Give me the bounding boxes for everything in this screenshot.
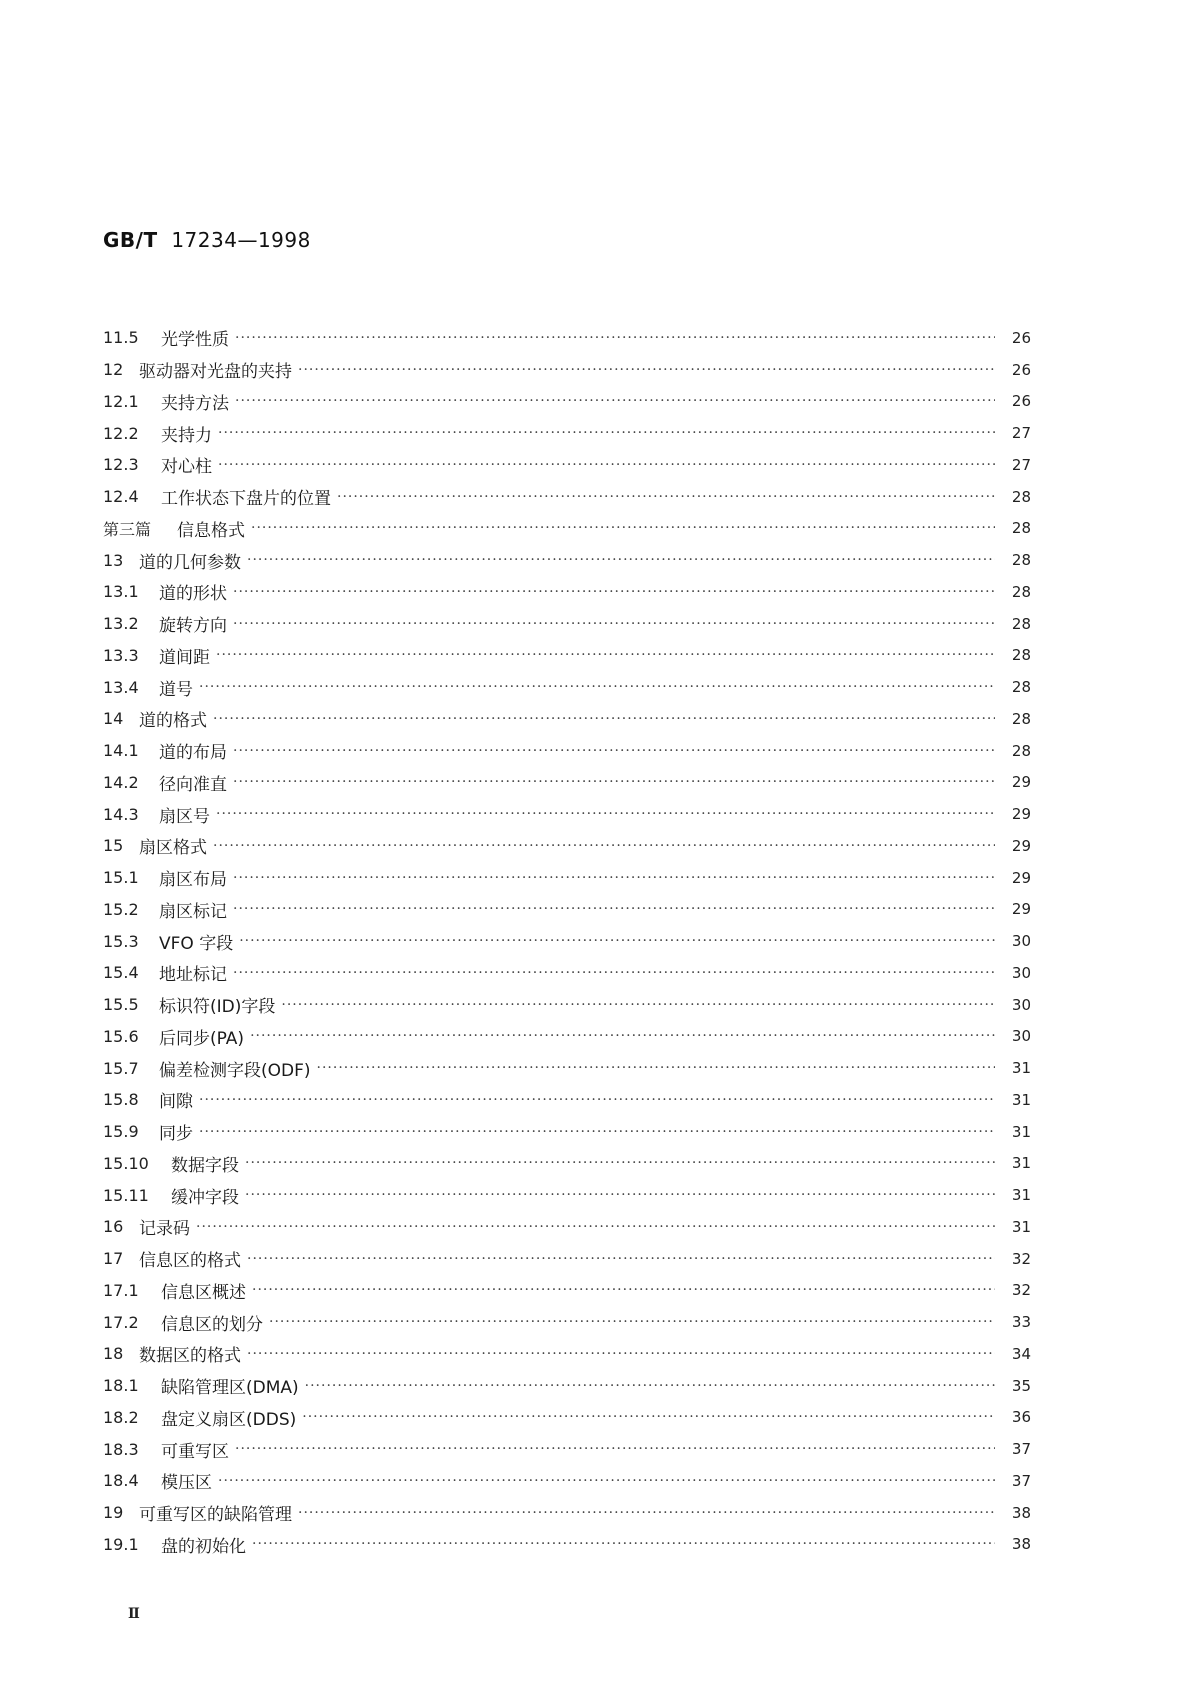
toc-entry <box>103 1243 1031 1275</box>
toc-entry-number: 12.1 <box>103 391 139 411</box>
toc-entry <box>103 1433 1031 1465</box>
toc-entry-number: 15.5 <box>103 995 139 1015</box>
toc-entry-number: 17.2 <box>103 1312 139 1332</box>
toc-entry <box>103 1179 1031 1211</box>
toc-entry-number: 14.3 <box>103 804 139 824</box>
toc-entry <box>103 1116 1031 1148</box>
toc-entry <box>103 640 1031 672</box>
toc-entry-number: 18.3 <box>103 1439 139 1459</box>
toc-entry-title: 模压区 <box>161 1473 212 1494</box>
toc-entry-number: 17.1 <box>103 1280 139 1300</box>
toc-entry-title: 道的形状 <box>159 584 227 605</box>
toc-entry-title: 道的格式 <box>139 711 207 732</box>
toc-entry-page: 28 <box>1011 551 1031 570</box>
standard-code-header <box>103 228 311 252</box>
toc-entry-number: 14 <box>103 709 124 729</box>
toc-entry-number: 16 <box>103 1217 124 1237</box>
toc-dot-leader <box>233 774 995 790</box>
toc-entry-title: 旋转方向 <box>159 616 227 637</box>
toc-entry-number: 12.2 <box>103 423 139 443</box>
toc-entry <box>103 322 1031 354</box>
toc-entry-title: 间隙 <box>159 1092 193 1113</box>
toc-dot-leader <box>298 362 995 378</box>
toc-entry-page: 29 <box>1011 805 1031 824</box>
page-number-footer: Ⅱ <box>128 1606 140 1622</box>
toc-entry <box>103 1021 1031 1053</box>
toc-dot-leader <box>233 965 995 981</box>
toc-entry <box>103 386 1031 418</box>
toc-entry-title: 数据字段 <box>171 1155 239 1176</box>
toc-entry-number: 19 <box>103 1503 124 1523</box>
toc-dot-leader <box>281 997 995 1013</box>
toc-dot-leader <box>199 1124 995 1140</box>
toc-entry-page: 28 <box>1011 614 1031 633</box>
toc-dot-leader <box>196 1219 995 1235</box>
toc-entry-number: 15.7 <box>103 1058 139 1078</box>
toc-entry-number: 15.2 <box>103 899 139 919</box>
toc-entry-number: 14.2 <box>103 772 139 792</box>
toc-entry <box>103 576 1031 608</box>
toc-dot-leader <box>247 1251 995 1267</box>
toc-dot-leader <box>235 393 995 409</box>
toc-entry <box>103 1306 1031 1338</box>
toc-entry-number: 13 <box>103 550 124 570</box>
toc-entry-page: 34 <box>1011 1344 1031 1363</box>
toc-entry-title: 数据区的格式 <box>139 1346 241 1367</box>
toc-entry-title: 信息区的划分 <box>161 1314 263 1335</box>
toc-entry-title: 地址标记 <box>159 965 227 986</box>
toc-dot-leader <box>216 647 995 663</box>
toc-entry-number: 14.1 <box>103 741 139 761</box>
toc-entry-title: 扇区格式 <box>139 838 207 859</box>
toc-entry-title: 后同步(PA) <box>159 1028 245 1049</box>
toc-entry <box>103 513 1031 545</box>
toc-dot-leader <box>252 1282 995 1298</box>
toc-entry-page: 31 <box>1011 1059 1031 1078</box>
toc-dot-leader <box>233 870 995 886</box>
toc-entry <box>103 481 1031 513</box>
toc-entry-title: 道间距 <box>159 647 210 668</box>
toc-dot-leader <box>233 901 995 917</box>
toc-entry-page: 28 <box>1011 709 1031 728</box>
toc-dot-leader <box>247 552 995 568</box>
toc-dot-leader <box>218 457 995 473</box>
toc-entry <box>103 1402 1031 1434</box>
toc-entry-number: 12.4 <box>103 487 139 507</box>
toc-dot-leader <box>252 1536 995 1552</box>
toc-entry-title: 信息格式 <box>177 520 245 541</box>
toc-entry-title: 标识符(ID)字段 <box>159 997 276 1018</box>
toc-entry-title: 道的几何参数 <box>139 552 241 573</box>
toc-dot-leader <box>298 1505 995 1521</box>
toc-entry-title: 扇区号 <box>159 806 210 827</box>
toc-entry-number: 15.10 <box>103 1153 149 1173</box>
toc-entry-page: 28 <box>1011 487 1031 506</box>
toc-dot-leader <box>235 330 995 346</box>
toc-entry-page: 32 <box>1011 1249 1031 1268</box>
toc-entry <box>103 894 1031 926</box>
toc-entry <box>103 449 1031 481</box>
toc-entry-title: 道号 <box>159 679 193 700</box>
toc-entry <box>103 925 1031 957</box>
toc-entry <box>103 1370 1031 1402</box>
toc-entry-page: 37 <box>1011 1440 1031 1459</box>
toc-entry <box>103 1275 1031 1307</box>
toc-dot-leader <box>302 1409 995 1425</box>
toc-dot-leader <box>213 711 995 727</box>
toc-dot-leader <box>218 425 995 441</box>
toc-entry-page: 37 <box>1011 1471 1031 1490</box>
toc-entry <box>103 1465 1031 1497</box>
toc-entry-number: 13.2 <box>103 614 139 634</box>
toc-entry <box>103 1338 1031 1370</box>
toc-entry-page: 28 <box>1011 741 1031 760</box>
toc-entry-title: 盘的初始化 <box>161 1536 246 1557</box>
toc-entry-number: 12.3 <box>103 455 139 475</box>
toc-entry-page: 29 <box>1011 836 1031 855</box>
toc-entry-title: VFO 字段 <box>159 933 234 954</box>
toc-entry-page: 30 <box>1011 995 1031 1014</box>
toc-dot-leader <box>269 1314 995 1330</box>
toc-entry <box>103 1211 1031 1243</box>
toc-dot-leader <box>317 1060 995 1076</box>
standard-prefix: GB/T <box>103 228 158 252</box>
toc-entry-number: 17 <box>103 1249 124 1269</box>
toc-dot-leader <box>218 1473 995 1489</box>
toc-entry-page: 38 <box>1011 1535 1031 1554</box>
toc-entry <box>103 1052 1031 1084</box>
toc-entry <box>103 989 1031 1021</box>
toc-dot-leader <box>235 1441 995 1457</box>
toc-entry-number: 15.1 <box>103 868 139 888</box>
toc-entry-title: 记录码 <box>139 1219 190 1240</box>
toc-entry-number: 15 <box>103 836 124 856</box>
toc-entry-title: 道的布局 <box>159 743 227 764</box>
toc-entry-page: 35 <box>1011 1376 1031 1395</box>
toc-entry-number: 15.11 <box>103 1185 149 1205</box>
toc-entry-page: 31 <box>1011 1090 1031 1109</box>
toc-entry <box>103 830 1031 862</box>
toc-dot-leader <box>213 838 995 854</box>
toc-entry-number: 18 <box>103 1344 124 1364</box>
toc-entry-page: 28 <box>1011 646 1031 665</box>
toc-entry-number: 13.4 <box>103 677 139 697</box>
toc-entry-title: 同步 <box>159 1124 193 1145</box>
toc-entry-number: 18.1 <box>103 1376 139 1396</box>
toc-entry-page: 28 <box>1011 678 1031 697</box>
toc-entry-title: 可重写区 <box>161 1441 229 1462</box>
toc-dot-leader <box>233 616 995 632</box>
toc-entry-page: 36 <box>1011 1408 1031 1427</box>
toc-entry <box>103 544 1031 576</box>
toc-entry-title: 盘定义扇区(DDS) <box>161 1409 297 1430</box>
standard-number: 17234—1998 <box>171 228 311 252</box>
toc-dot-leader <box>233 584 995 600</box>
toc-entry-title: 扇区布局 <box>159 870 227 891</box>
toc-entry-title: 夹持方法 <box>161 393 229 414</box>
toc-dot-leader <box>233 743 995 759</box>
toc-entry-number: 13.3 <box>103 645 139 665</box>
table-of-contents <box>103 322 1031 1560</box>
toc-entry-number: 18.2 <box>103 1407 139 1427</box>
toc-entry-title: 扇区标记 <box>159 901 227 922</box>
toc-entry-page: 27 <box>1011 424 1031 443</box>
toc-entry-number: 15.8 <box>103 1090 139 1110</box>
toc-dot-leader <box>216 806 995 822</box>
toc-entry-number: 第三篇 <box>103 519 152 539</box>
toc-entry-page: 31 <box>1011 1186 1031 1205</box>
toc-entry <box>103 1084 1031 1116</box>
toc-entry-title: 驱动器对光盘的夹持 <box>139 362 292 383</box>
toc-entry-number: 15.4 <box>103 963 139 983</box>
toc-entry-title: 缓冲字段 <box>171 1187 239 1208</box>
toc-dot-leader <box>239 933 995 949</box>
toc-entry-page: 29 <box>1011 868 1031 887</box>
toc-dot-leader <box>199 679 995 695</box>
toc-entry <box>103 671 1031 703</box>
toc-entry-title: 可重写区的缺陷管理 <box>139 1505 292 1526</box>
toc-entry-number: 15.6 <box>103 1026 139 1046</box>
toc-entry-page: 27 <box>1011 455 1031 474</box>
toc-entry-page: 38 <box>1011 1503 1031 1522</box>
toc-entry-title: 光学性质 <box>161 330 229 351</box>
toc-entry <box>103 417 1031 449</box>
toc-entry-page: 29 <box>1011 900 1031 919</box>
toc-entry <box>103 1497 1031 1529</box>
toc-entry <box>103 798 1031 830</box>
toc-entry-page: 31 <box>1011 1217 1031 1236</box>
toc-entry-title: 夹持力 <box>161 425 212 446</box>
toc-entry <box>103 608 1031 640</box>
toc-entry-page: 28 <box>1011 519 1031 538</box>
toc-dot-leader <box>245 1155 995 1171</box>
toc-dot-leader <box>199 1092 995 1108</box>
toc-entry-number: 15.3 <box>103 931 139 951</box>
toc-entry <box>103 957 1031 989</box>
toc-dot-leader <box>245 1187 995 1203</box>
toc-entry-page: 30 <box>1011 1027 1031 1046</box>
toc-entry-page: 30 <box>1011 932 1031 951</box>
toc-entry <box>103 703 1031 735</box>
toc-dot-leader <box>247 1346 995 1362</box>
toc-entry-title: 缺陷管理区(DMA) <box>161 1378 299 1399</box>
toc-entry-page: 29 <box>1011 773 1031 792</box>
toc-entry-page: 28 <box>1011 582 1031 601</box>
toc-entry <box>103 1529 1031 1561</box>
toc-entry-page: 26 <box>1011 360 1031 379</box>
toc-entry-page: 32 <box>1011 1281 1031 1300</box>
toc-entry-title: 工作状态下盘片的位置 <box>161 489 331 510</box>
toc-entry <box>103 862 1031 894</box>
toc-entry-page: 33 <box>1011 1313 1031 1332</box>
toc-entry-page: 31 <box>1011 1122 1031 1141</box>
toc-entry <box>103 354 1031 386</box>
toc-entry-number: 12 <box>103 360 124 380</box>
toc-entry-title: 对心柱 <box>161 457 212 478</box>
toc-dot-leader <box>337 489 995 505</box>
toc-entry-number: 15.9 <box>103 1122 139 1142</box>
toc-entry-number: 18.4 <box>103 1471 139 1491</box>
toc-entry-page: 31 <box>1011 1154 1031 1173</box>
toc-entry-number: 11.5 <box>103 328 139 348</box>
toc-entry-number: 13.1 <box>103 582 139 602</box>
toc-entry-title: 信息区的格式 <box>139 1251 241 1272</box>
toc-entry <box>103 767 1031 799</box>
toc-entry-title: 信息区概述 <box>161 1282 246 1303</box>
toc-entry <box>103 735 1031 767</box>
toc-entry-title: 径向准直 <box>159 774 227 795</box>
toc-dot-leader <box>305 1378 995 1394</box>
toc-entry-title: 偏差检测字段(ODF) <box>159 1060 311 1081</box>
toc-entry <box>103 1148 1031 1180</box>
toc-entry-page: 26 <box>1011 328 1031 347</box>
toc-entry-page: 26 <box>1011 392 1031 411</box>
toc-dot-leader <box>250 1028 995 1044</box>
toc-dot-leader <box>251 520 995 536</box>
toc-entry-page: 30 <box>1011 963 1031 982</box>
toc-entry-number: 19.1 <box>103 1534 139 1554</box>
